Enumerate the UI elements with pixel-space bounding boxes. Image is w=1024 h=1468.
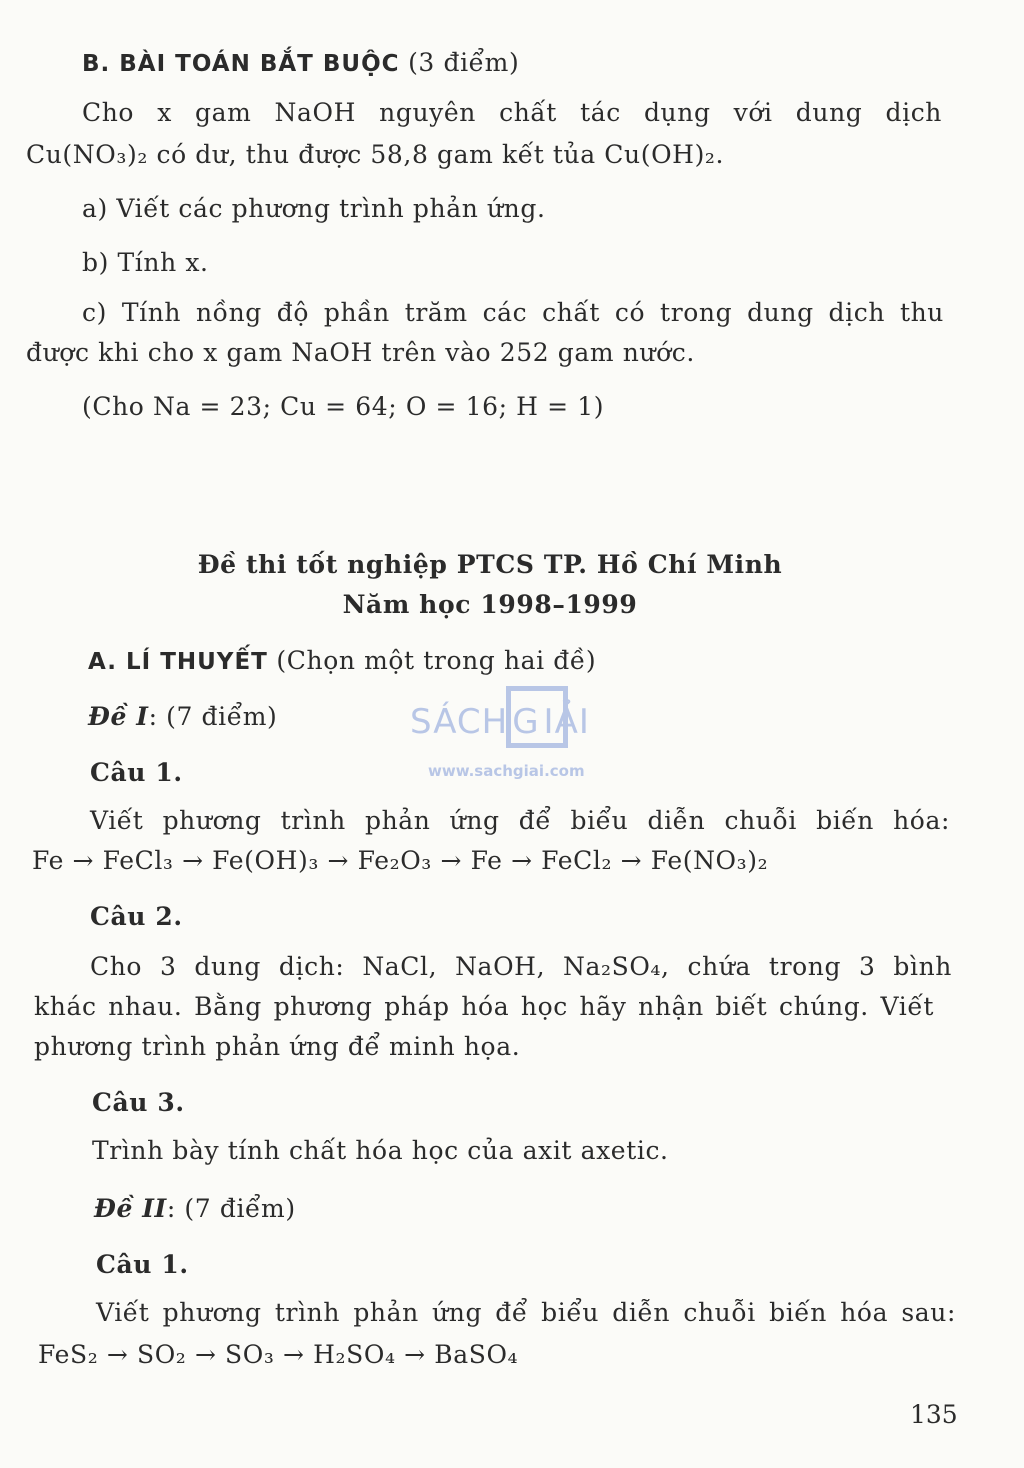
part-b-points: (3 điểm) <box>408 48 520 77</box>
watermark-brand-right: IẢI <box>543 702 590 742</box>
de1-cau3-label: Câu 3. <box>92 1088 185 1117</box>
part-b-note: (Cho Na = 23; Cu = 64; O = 16; H = 1) <box>82 392 605 421</box>
de2-cau1-chain: FeS₂ → SO₂ → SO₃ → H₂SO₄ → BaSO₄ <box>38 1340 519 1369</box>
part-a-heading: A. LÍ THUYẾT <box>88 649 268 675</box>
part-b-heading: B. BÀI TOÁN BẮT BUỘC <box>82 51 400 77</box>
part-b-item-c2: được khi cho x gam NaOH trên vào 252 gam nước. <box>26 338 695 367</box>
de1-cau2-line3: phương trình phản ứng để minh họa. <box>34 1032 521 1061</box>
de1-points: : (7 điểm) <box>148 702 278 731</box>
de1-cau2-line1: Cho 3 dung dịch: NaCl, NaOH, Na₂SO₄, chứa trong 3 bình <box>90 952 952 981</box>
de1-cau2-label: Câu 2. <box>90 902 183 931</box>
part-b-item-c1: c) Tính nồng độ phần trăm các chất có trong dung dịch thu <box>82 298 944 327</box>
part-a-heading-line <box>88 646 596 677</box>
de1-cau2-line2: khác nhau. Bằng phương pháp hóa học hãy nhận biết chúng. Viết <box>34 992 934 1021</box>
watermark-logo <box>410 686 630 786</box>
watermark-brand-left: SÁCH <box>410 702 509 742</box>
de2-cau1-line1: Viết phương trình phản ứng để biểu diễn chuỗi biến hóa sau: <box>96 1298 956 1327</box>
part-b-item-a: a) Viết các phương trình phản ứng. <box>82 194 546 223</box>
part-b-line2: Cu(NO₃)₂ có dư, thu được 58,8 gam kết tủa Cu(OH)₂. <box>26 140 725 169</box>
page-number: 135 <box>910 1400 958 1429</box>
exam-title: Đề thi tốt nghiệp PTCS TP. Hồ Chí Minh <box>197 550 783 579</box>
de1-heading <box>88 702 277 732</box>
de1-cau1-label: Câu 1. <box>90 758 183 787</box>
part-b-line1: Cho x gam NaOH nguyên chất tác dụng với dung dịch <box>82 98 942 127</box>
part-a-heading-note: (Chọn một trong hai đề) <box>276 646 597 675</box>
de2-label: Đề II <box>94 1194 167 1223</box>
watermark-brand-box: G <box>512 702 540 742</box>
part-b-item-b: b) Tính x. <box>82 248 209 277</box>
exam-year: Năm học 1998–1999 <box>342 590 638 619</box>
watermark-url: www.sachgiai.com <box>428 762 585 780</box>
de1-cau3-line1: Trình bày tính chất hóa học của axit axetic. <box>92 1136 669 1165</box>
de1-cau1-line1: Viết phương trình phản ứng để biểu diễn chuỗi biến hóa: <box>90 806 950 835</box>
de2-points: : (7 điểm) <box>166 1194 296 1223</box>
watermark-brand <box>410 702 590 742</box>
de1-label: Đề I <box>88 702 149 731</box>
part-b-heading-line <box>82 48 519 79</box>
de2-heading <box>94 1194 296 1224</box>
de2-cau1-label: Câu 1. <box>96 1250 189 1279</box>
de1-cau1-chain: Fe → FeCl₃ → Fe(OH)₃ → Fe₂O₃ → Fe → FeCl₂ → Fe(NO₃)₂ <box>32 846 769 875</box>
